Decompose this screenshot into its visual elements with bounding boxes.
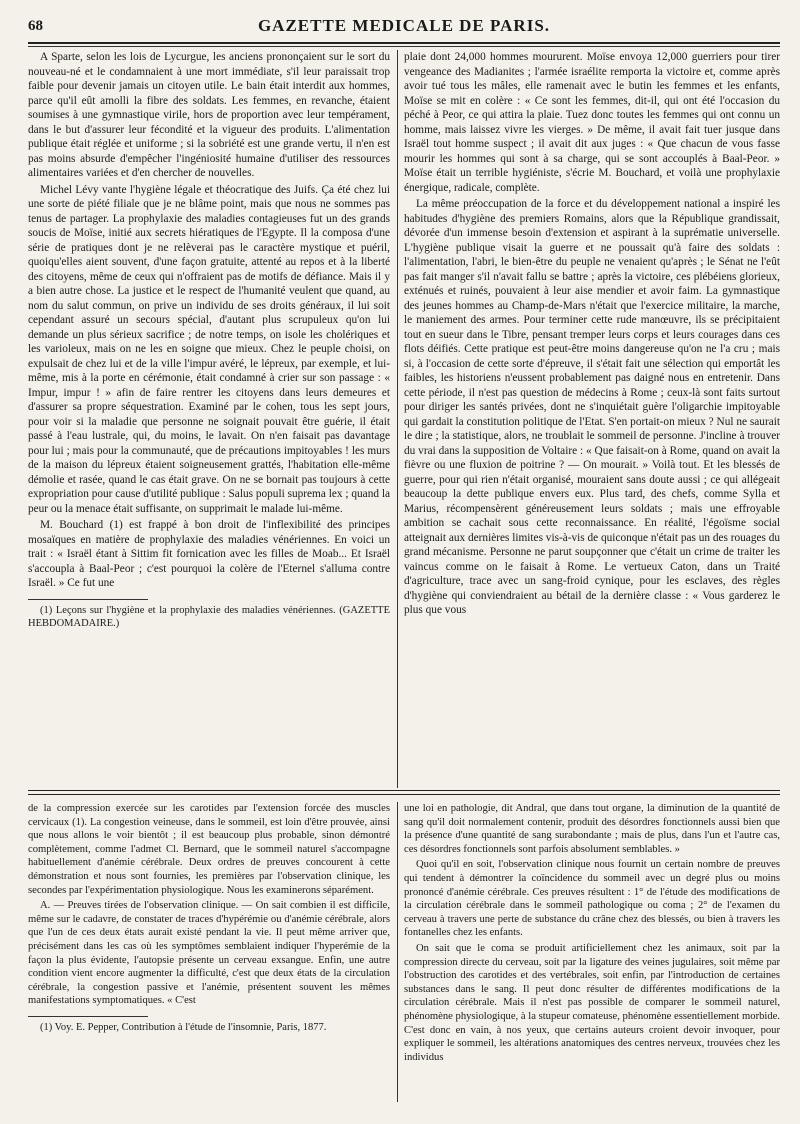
column-divider bbox=[397, 802, 398, 1102]
upper-right-column bbox=[404, 50, 780, 788]
newspaper-page bbox=[28, 14, 780, 1114]
upper-left-column bbox=[28, 50, 390, 788]
page-number: 68 bbox=[28, 18, 43, 34]
paragraph: Quoi qu'il en soit, l'observation clinique nous fournit un certain nombre de preuves qui tendent à démontrer la coïncidence du sommeil avec un degré plus ou moins prononcé d'anémie cérébrale. Ces preuves résultent : 1° de l'étude des modifications de la circulation cérébrale dans le sommeil pathologique ou coma ; 2° de l'examen du cerveau à travers une perte de substance du crâne chez des blessés, ou bien à travers les fontanelles chez les enfants. bbox=[404, 859, 780, 939]
page-header bbox=[28, 14, 780, 44]
column-divider bbox=[397, 50, 398, 788]
paragraph: On sait que le coma se produit artificiellement chez les animaux, soit par la compression directe du cerveau, soit par la ligature des veines jugulaires, soit même par l'obstruction des carotides et des vertébrales, soit enfin, par l'introduction de certaines substances dans le sang. Il peut donc résulter de différentes modifications de la circulation cérébrale. Mais il n'est pas possible de comparer le sommeil naturel, phénomène physiologique, à la stupeur comateuse, phénomène essentiellement morbide. C'est donc en vain, à nos yeux, que certains auteurs croient devoir invoquer, pour expliquer le sommeil, les altérations anatomiques des centres nerveux, trouvées chez les individus bbox=[404, 942, 780, 1063]
footnote-text: (1) Voy. E. Pepper, Contribution à l'étude de l'insomnie, Paris, 1877. bbox=[40, 1021, 327, 1033]
paragraph: M. Bouchard (1) est frappé à bon droit de l'inflexibilité des principes mosaïques en matière de prophylaxie des maladies vénériennes. En voici un trait : « Israël étant à Sittim fit fornication avec les filles de Moab... Et Israël s'accoupla à Baal-Peor ; c'est pourquoi la colère de l'Eternel s'alluma contre Israël. » Ce fut une bbox=[28, 519, 390, 589]
header-rule bbox=[28, 46, 780, 47]
lower-right-column bbox=[404, 802, 780, 1102]
paragraph: La même préoccupation de la force et du développement national a inspiré les habitudes d'hygiène des premiers Romains, alors que la République grandissait, dévorée d'un immense besoin d'extension et aspirant à la suprématie universelle. L'hygiène publique visait la guerre et ne poussait qu'à faire des soldats : l'alimentation, l'abri, le bien-être du peuple ne venaient qu'après ; le Sénat ne l'eût pas fait manger s'il n'avait fallu se battre ; après la victoire, ces plébéiens glorieux, exténués et ruinés, pouvaient à leur aise mendier et avoir faim. La gymnastique des jeunes hommes au Champ-de-Mars n'était que l'exercice militaire, la marche, le maniement des armes. Pour terminer cette rude manœuvre, ils se précipitaient tout en sueur dans le Tibre, pensant tremper leurs corps et leurs courages dans ces flots déifiés. Cette pratique est peut-être moins dangereuse qu'on ne l'a cru ; mais si, à l'occasion de cette sorte d'épreuve, il s'était fait une sélection qui emportât les faibles, les historiens n'eussent probablement pas daigné nous en entretenir. Dans cette période, il n'est pas question de médecins à Rome ; ceux-là sont faits surtout pour diriger les santés privées, dont ne s'inquiétait guère l'oligarchie impitoyable qui gardait la constitution politique de l'Etat. S'en portait-on mieux ? Nul ne saurait le dire ; la statistique, alors, ne troublait le sommeil de personne. J'incline à trouver du vrai dans la supposition de Voltaire : « Que faisait-on à Rome, quand on avait la fièvre ou une fluxion de poitrine ? — On mourait. » Voilà tout. Et les blessés de guerre, pour qui rien n'était organisé, mouraient sans doute aussi ; ce qui allégeait beaucoup la dette publique envers eux. Plus tard, des chefs, comme Sylla et Marius, récompensèrent généreusement leurs soldats ; mais une effroyable ambition se cachait sous cette reconnaissance. En réalité, l'égoïsme social atteignait aux dernières limites vis-à-vis de quiconque n'était pas un des rouages du grand mécanisme. Personne ne parut soupçonner que c'était un crime de traiter les vaincus comme on le faisait à Rome. Le vertueux Caton, dans un Traité d'agriculture, trace avec un sang-froid cynique, pour les esclaves, des règles d'hygiène qui conviendraient au bétail de la dernière classe : « Vous garderez le plus que vous bbox=[404, 198, 780, 616]
journal-title: GAZETTE MEDICALE DE PARIS. bbox=[257, 16, 551, 35]
footnote-rule bbox=[28, 1016, 148, 1017]
section-separator bbox=[28, 790, 780, 795]
upper-article bbox=[28, 50, 780, 788]
paragraph: Michel Lévy vante l'hygiène légale et théocratique des Juifs. Ça été chez lui une sorte de piété filiale que je ne blâme point, mais que nous ne sommes pas tenus de partager. La prophylaxie des maladies contagieuses fut un des grands soucis de Moïse, initié aux secrets hiératiques de l'Egypte. Il la composa d'une série de pratiques dont je ne relèverai pas le caractère mystique et puéril, quoiqu'elles aient souvent, d'une façon gratuite, attenté au repos et à la liberté des citoyens, même de ceux qui n'offraient pas de motifs de défiance. Mais il y a bien autre chose. La justice et le respect de l'humanité veulent que quand, au nom du salut commun, on prive un individu de ses droits généraux, il lui soit cependant assuré un secours spécial, d'autant plus scrupuleux qu'on lui demande un plus sérieux sacrifice ; de notre temps, on isole les cholériques et les varioleux, mais on ne les en soigne que mieux. Chez le peuple choisi, on expulsait de chez lui et de la ville l'impur avéré, le lépreux, par exemple, et lui-même, mis à la porte en cérémonie, était condamné à crier sur son passage : « Impur, impur ! » afin de faire rentrer les citoyens dans leurs demeures et d'assurer sa propre séquestration. Examiné par le cohen, tous les sept jours, pour voir si la maladie que personne ne soignait pouvait être guérie, il était passé à l'eau lustrale, qui, du moins, le lavait. On n'en faisait pas davantage pour lui ; mais pour la communauté, que de précautions impitoyables ! les murs de la maison du lépreux étaient soigneusement grattés, l'habitation elle-même démolie et rasée, quand le cas était grave. On ne se bornait pas toujours à cette expropriation pour cause d'utilité publique : Salus populi suprema lex ; quand la peur ou la menace était suffisante, on supprimait le malade lui-même. bbox=[28, 183, 390, 515]
footnote bbox=[28, 604, 390, 630]
paragraph: A. — Preuves tirées de l'observation clinique. — On sait combien il est difficile, même sur le cadavre, de constater de traces d'hypérémie ou d'anémie cérébrale, alors que l'un de ces deux états aurait existé pendant la vie. Il peut même arriver que, précisément dans les cas où les symptômes semblaient indiquer l'hyperémie de la façon la plus évidente, l'autopsie présente un cerveau exsangue. Enfin, une autre condition vient encore augmenter la difficulté, c'est que deux états de la circulation cérébrale, la congestion passive et l'anémie, présentent souvent les mêmes manifestations symptomatiques. « C'est bbox=[28, 900, 390, 1007]
paragraph: une loi en pathologie, dit Andral, que dans tout organe, la diminution de la quantité de sang qu'il doit normalement contenir, produit des désordres fonctionnels aussi bien que la présence d'une quantité de sang surabondante ; mais de plus, dans l'un et l'autre cas, ces désordres fonctionnels sont parfois absolument semblables. » bbox=[404, 803, 780, 855]
paragraph: plaie dont 24,000 hommes moururent. Moïse envoya 12,000 guerriers pour tirer vengeance des Madianites ; l'armée israélite remporta la victoire et, comme après avoir tué tous les mâles, elle ramenait avec le butin les femmes et les enfants, Moïse se mit en colère : « Ce sont les femmes, dit-il, qui ont été l'occasion du péché à Peor, ce qui attira la plaie. Tuez donc toutes les femmes qui ont connu un homme, mais laissez vivre les vierges. » De même, il avait fait tuer jusque dans Israël tout homme suspect ; il avait dit aux juges : « Que chacun de vous fasse mourir les hommes qui sont à sa charge, qui se sont accouplés à Baal-Peor. » Moïse était un terrible hygiéniste, s'écrie M. Bouchard, et voilà une prophylaxie énergique, radicale, complète. bbox=[404, 51, 780, 194]
lower-article bbox=[28, 802, 780, 1102]
footnote-text: (1) Leçons sur l'hygiène et la prophylaxie des maladies vénériennes. (GAZETTE HEBDOMADAIRE.) bbox=[28, 604, 390, 629]
paragraph: A Sparte, selon les lois de Lycurgue, les anciens prononçaient sur le sort du nouveau-né et le condamnaient à une mort immédiate, s'il leur paraissait trop faible pour devenir jamais un citoyen utile. Le bain était interdit aux hommes, parce qu'il eût amolli la fibre des soldats. Les femmes, en revanche, étaient soumises à une gymnastique virile, hors de proportion avec leur tempérament, dans le but d'assurer leur fécondité et la vigueur des produits. L'alimentation publique était réglée et uniforme ; si la sobriété est une grande vertu, il n'en est pas moins absurde d'empêcher l'ingéniosité humaine d'utiliser des ressources alimentaires variées et d'en chercher de nouvelles. bbox=[28, 51, 390, 179]
footnote-rule bbox=[28, 599, 148, 600]
lower-left-column bbox=[28, 802, 390, 1102]
paragraph: de la compression exercée sur les carotides par l'extension forcée des muscles cervicaux (1). La congestion veineuse, dans le sommeil, est loin d'être prouvée, ainsi que nous allons le voir bientôt ; il est beaucoup plus probable, sinon démontré complètement, comme l'admet Cl. Bernard, que le sommeil naturel s'accompagne habituellement d'anémie cérébrale. Deux ordres de preuves concourent à cette démonstration et nous sont fournies, les premières par l'observation clinique, les secondes par l'expérimentation physiologique. Nous les examinerons séparément. bbox=[28, 803, 390, 896]
footnote bbox=[28, 1021, 390, 1034]
